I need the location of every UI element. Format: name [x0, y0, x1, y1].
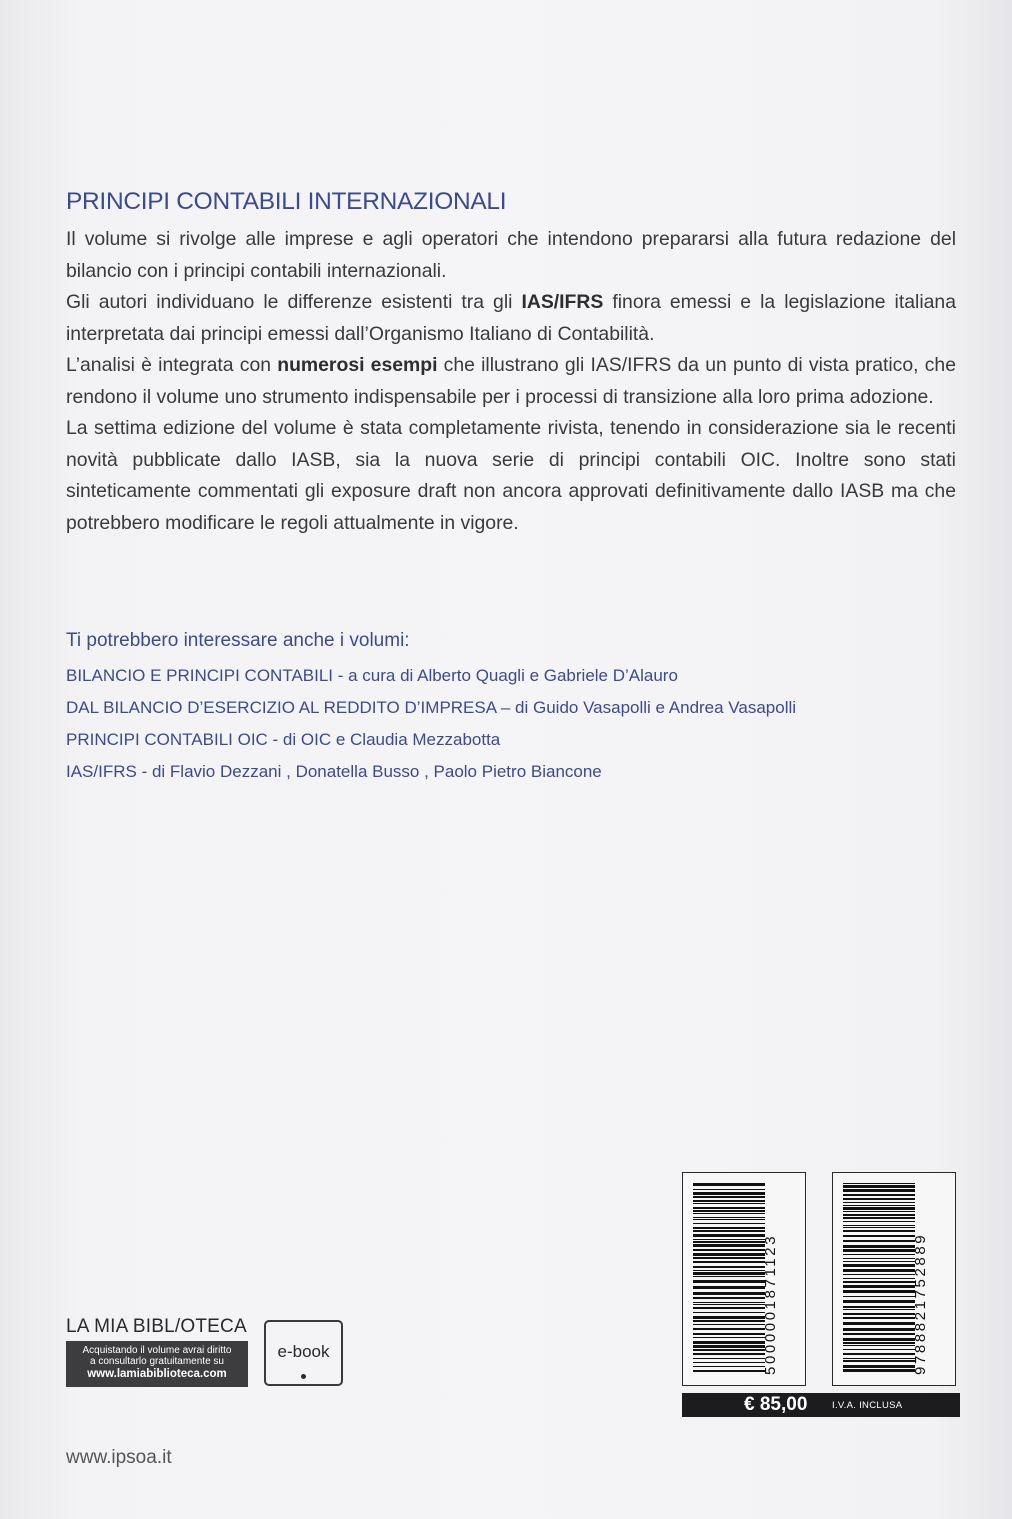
ebook-label: e-book [277, 1342, 330, 1361]
related-volume-item: DAL BILANCIO D’ESERCIZIO AL REDDITO D’IMPRESA – di Guido Vasapolli e Andrea Vasapolli [66, 698, 797, 717]
barcode-bar [693, 1200, 765, 1202]
barcode-digits: 9788821752889 [912, 1232, 929, 1375]
barcode-bar [693, 1276, 765, 1277]
barcode-bar [843, 1225, 915, 1226]
barcode-bar [693, 1366, 765, 1367]
barcode-bar [843, 1353, 915, 1355]
related-volume-item: BILANCIO E PRINCIPI CONTABILI - a cura di Alberto Quagli e Gabriele D’Alauro [66, 666, 678, 685]
description-paragraph-4: La settima edizione del volume è stata completamente rivista, tenendo in considerazione sia le recenti novità pubblicate dallo IASB, sia la nuova serie di principi contabili OIC. Inoltre sono stati sinteticamente commentati gli exposure draft non ancora approvati definitivamente dallo IASB ma che potrebbero modificare le regoli attualmente in vigore. [66, 417, 956, 534]
barcode-bar [693, 1307, 765, 1309]
description [66, 224, 956, 539]
barcode-digits: 5000001871123 [762, 1233, 779, 1375]
barcode-bar [693, 1192, 765, 1195]
barcode-bar [693, 1280, 765, 1283]
barcode-bar [843, 1202, 915, 1203]
logo-text: OTECA [180, 1316, 247, 1337]
barcode-bar [693, 1189, 765, 1190]
publisher-website: www.ipsoa.it [66, 1447, 172, 1468]
description-paragraph-2 [66, 287, 956, 350]
barcode-bar [843, 1328, 915, 1331]
barcode-bar [843, 1358, 915, 1359]
barcode-bar [693, 1286, 765, 1289]
barcode-bar [693, 1207, 765, 1209]
barcode-bar [843, 1214, 915, 1216]
barcode-bar [843, 1261, 915, 1262]
barcode-bar [693, 1223, 765, 1224]
description-emphasis: IAS/IFRS [521, 291, 604, 313]
barcode-bar [843, 1306, 915, 1308]
barcode-bar [843, 1227, 915, 1228]
barcode-bar [693, 1358, 765, 1359]
barcode-bar [843, 1313, 915, 1315]
barcode-bar [843, 1296, 915, 1297]
barcode-bar [693, 1227, 765, 1229]
barcode-bar [843, 1345, 915, 1346]
barcode-bar [693, 1324, 765, 1325]
barcode-bar [843, 1258, 915, 1259]
barcode-bar [843, 1333, 915, 1335]
ebook-icon [264, 1320, 343, 1386]
barcode-bar [843, 1230, 915, 1232]
related-intro: Ti potrebbero interessare anche i volumi: [66, 630, 410, 651]
barcode-bar [843, 1221, 915, 1222]
related-volumes [66, 626, 966, 788]
barcode-bar [843, 1254, 915, 1255]
barcode-bar [843, 1245, 915, 1248]
barcode-bar [843, 1235, 915, 1237]
barcode-bar [693, 1270, 765, 1271]
barcode-bar [693, 1217, 765, 1218]
barcode-bar [693, 1370, 765, 1372]
barcode-bar [693, 1266, 765, 1268]
related-volume-item: IAS/IFRS - di Flavio Dezzani , Donatella Busso , Paolo Pietro Biancone [66, 762, 602, 781]
description-paragraph-1: Il volume si rivolge alle imprese e agli operatori che intendono prepararsi alla futura redazione del bilancio con i principi contabili internazionali. [66, 228, 956, 282]
barcode-bar [693, 1219, 765, 1220]
barcode-bar [843, 1290, 915, 1293]
barcode-bar [843, 1189, 915, 1192]
ebook-dot-icon [301, 1374, 306, 1379]
barcode-bar [693, 1210, 765, 1212]
barcode-bar [693, 1337, 765, 1338]
barcode-bar [843, 1264, 915, 1267]
barcode-bar [843, 1322, 915, 1325]
lamiabiblioteca-line: a consultarlo gratuitamente su [90, 1356, 224, 1367]
barcode-bar [843, 1217, 915, 1219]
barcode-bar [693, 1316, 765, 1319]
barcode-bar [693, 1213, 765, 1214]
barcode-bar [843, 1240, 915, 1242]
barcode-bar [693, 1230, 765, 1232]
description-emphasis: numerosi esempi [277, 354, 438, 376]
barcode-bar [693, 1312, 765, 1313]
barcode-bar [843, 1285, 915, 1288]
barcode-bar [843, 1194, 915, 1196]
barcode-bar [843, 1205, 915, 1206]
related-volume-item: PRINCIPI CONTABILI OIC - di OIC e Claudia Mezzabotta [66, 730, 501, 749]
barcode-bar [693, 1333, 765, 1335]
barcode-bar [693, 1241, 765, 1243]
barcode-bar [693, 1257, 765, 1259]
barcode-bar [693, 1272, 765, 1275]
barcode-bar [843, 1342, 915, 1344]
barcode-bar [693, 1253, 765, 1256]
description-text: finora emessi e la legislazione italiana interpretata dai principi emessi dall’Organismo Italiano di Contabilità. [66, 291, 956, 345]
barcode-bar [693, 1353, 765, 1355]
barcode-bar [843, 1269, 915, 1272]
barcode-bar [693, 1244, 765, 1247]
barcode-bar [843, 1211, 915, 1212]
barcode-bar [843, 1338, 915, 1341]
barcode-bar [693, 1239, 765, 1240]
barcode-bar [843, 1278, 915, 1279]
barcode-bar [693, 1183, 765, 1186]
barcode-bar [693, 1196, 765, 1198]
lamiabiblioteca-line: Acquistando il volume avrai diritto [82, 1345, 232, 1356]
logo-text: LA MIA BIBL [66, 1316, 175, 1337]
barcode-bar [843, 1309, 915, 1310]
barcode-bar [693, 1292, 765, 1295]
lamiabiblioteca-logo [66, 1316, 247, 1338]
barcode-bar [843, 1249, 915, 1252]
barcode-bar [843, 1207, 915, 1210]
barcode-right [832, 1172, 956, 1386]
description-paragraph-3 [66, 350, 956, 413]
barcode-bar [693, 1345, 765, 1348]
lamiabiblioteca-url: www.lamiabiblioteca.com [87, 1368, 227, 1380]
barcode-bar [693, 1203, 765, 1204]
barcode-bar [693, 1249, 765, 1251]
book-heading: PRINCIPI CONTABILI INTERNAZIONALI [66, 188, 507, 215]
barcode-bar [693, 1320, 765, 1322]
barcode-bar [843, 1369, 915, 1372]
barcode-bar [843, 1198, 915, 1200]
barcode-bar [843, 1317, 915, 1319]
barcode-bar [693, 1261, 765, 1263]
logo-text: / [174, 1316, 181, 1337]
description-text: L’analisi è integrata con [66, 354, 278, 376]
barcode-right-graphic [839, 1179, 951, 1379]
lamiabiblioteca-box [66, 1341, 248, 1387]
barcode-bar [843, 1365, 915, 1368]
barcode-bar [843, 1300, 915, 1303]
barcode-bar [843, 1274, 915, 1275]
price-amount: € 85,00 [744, 1394, 808, 1415]
barcode-left-graphic [689, 1179, 801, 1379]
barcode-bar [843, 1360, 915, 1362]
barcode-bar [843, 1281, 915, 1283]
barcode-left [682, 1172, 806, 1386]
barcode-bar [693, 1328, 765, 1330]
barcode-bar [693, 1302, 765, 1303]
barcode-bar [693, 1341, 765, 1344]
price-label [682, 1393, 960, 1417]
barcode-bar [693, 1349, 765, 1351]
description-text: che illustrano gli IAS/IFRS da un punto di vista pratico, che rendono il volume uno strumento indispensabile per i processi di transizione alla loro prima adozione. [66, 354, 956, 408]
barcode-bar [693, 1362, 765, 1363]
description-text: Gli autori individuano le differenze esistenti tra gli [66, 291, 522, 313]
price-tax-note: I.V.A. INCLUSA [832, 1400, 903, 1411]
barcode-bar [843, 1183, 915, 1184]
barcode-bar [693, 1234, 765, 1237]
barcode-bar [843, 1349, 915, 1350]
barcode-bar [693, 1304, 765, 1305]
barcode-bar [843, 1185, 915, 1188]
barcode-bar [693, 1297, 765, 1299]
